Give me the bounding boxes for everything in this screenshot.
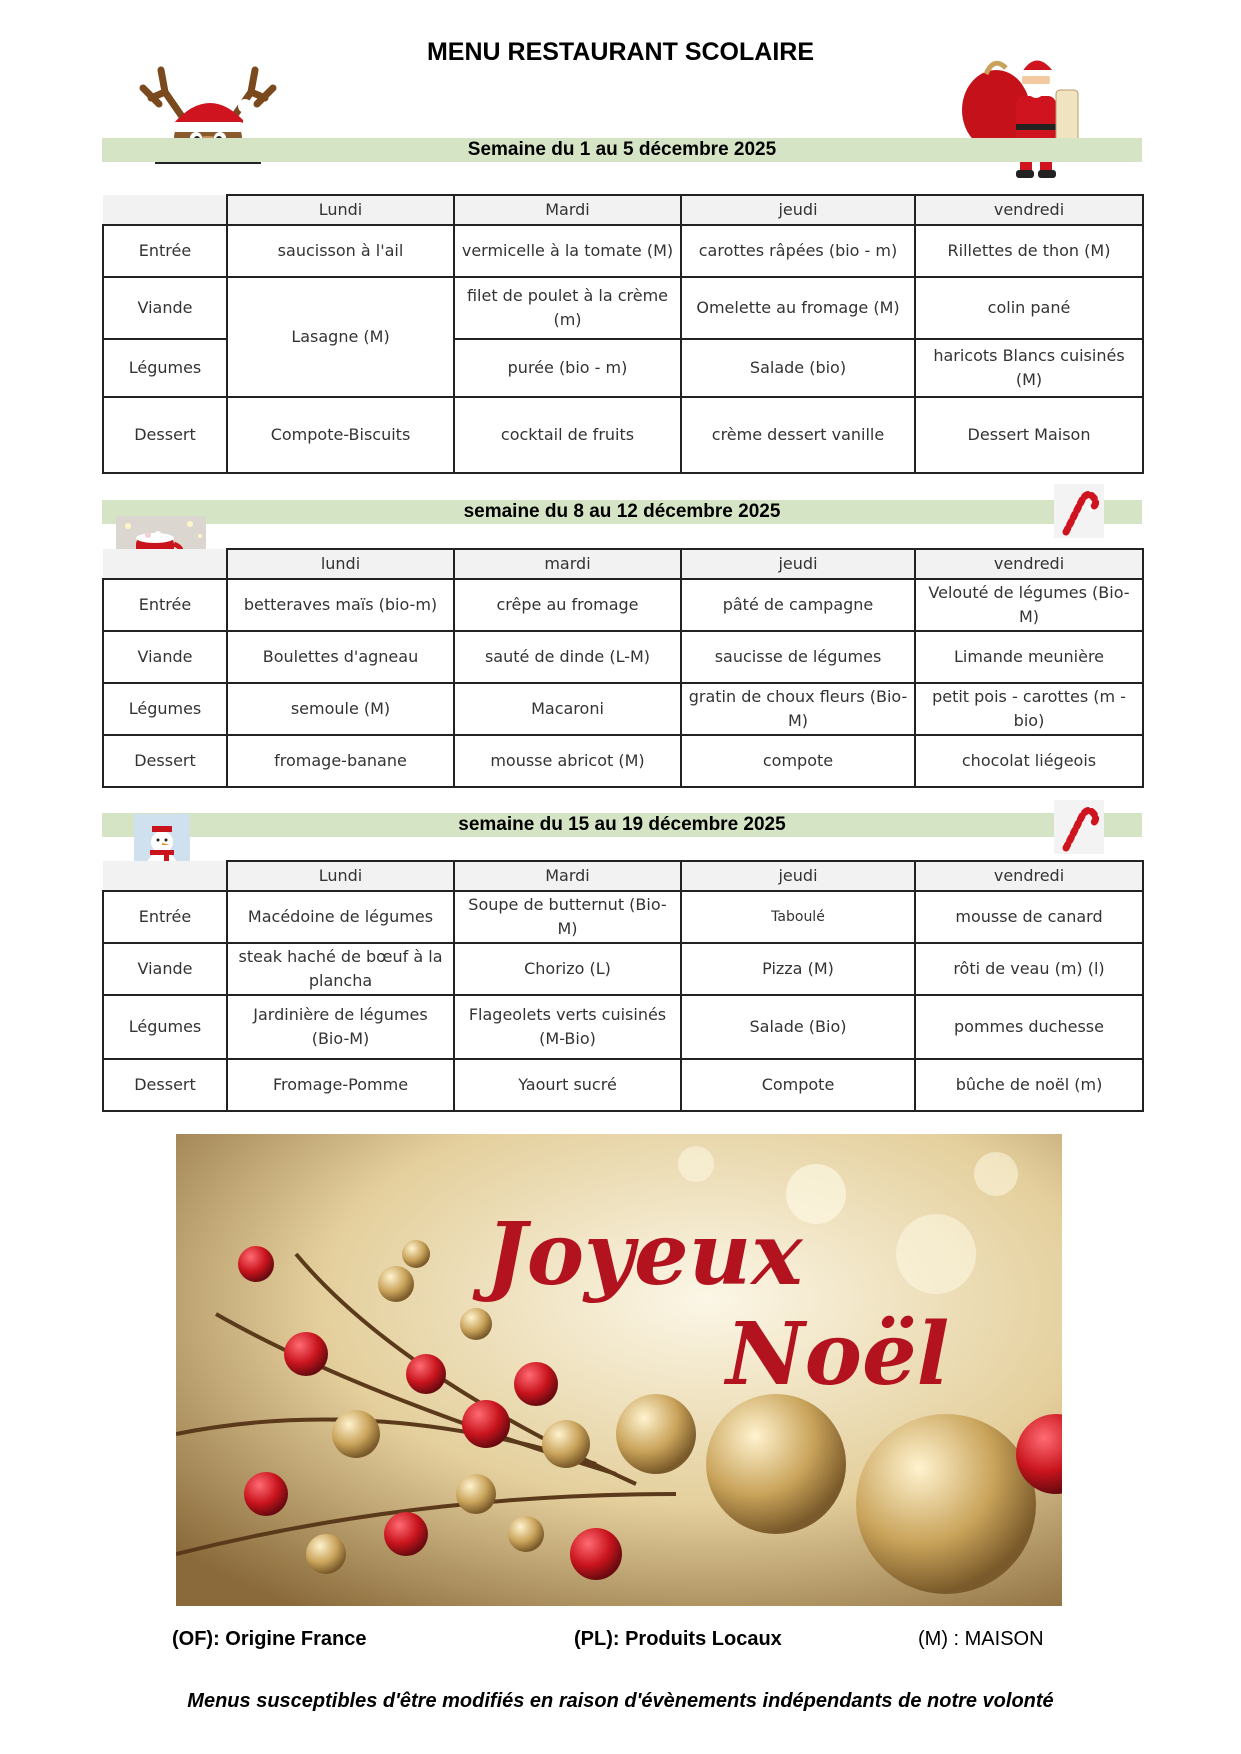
table-row bbox=[103, 631, 1143, 683]
menu-cell: Pizza (M) bbox=[681, 943, 915, 995]
week-1-header bbox=[102, 138, 1142, 162]
table-header-row bbox=[103, 861, 1143, 891]
menu-cell: crème dessert vanille bbox=[681, 397, 915, 473]
day-header: Lundi bbox=[227, 861, 454, 891]
table-row bbox=[103, 943, 1143, 995]
menu-cell: semoule (M) bbox=[227, 683, 454, 735]
table-row bbox=[103, 397, 1143, 473]
legend-produits-locaux: (PL): Produits Locaux bbox=[574, 1628, 782, 1650]
table-header-row bbox=[103, 195, 1143, 225]
day-header: jeudi bbox=[681, 549, 915, 579]
menu-cell: purée (bio - m) bbox=[454, 339, 681, 397]
menu-cell: Velouté de légumes (Bio-M) bbox=[915, 579, 1143, 631]
menu-cell: Macaroni bbox=[454, 683, 681, 735]
menu-cell: pâté de campagne bbox=[681, 579, 915, 631]
row-label-legumes: Légumes bbox=[103, 995, 227, 1059]
day-header: Lundi bbox=[227, 195, 454, 225]
table-row bbox=[103, 225, 1143, 277]
menu-cell: Omelette au fromage (M) bbox=[681, 277, 915, 339]
row-label-legumes: Légumes bbox=[103, 339, 227, 397]
legend-maison: (M) : MAISON bbox=[918, 1628, 1044, 1650]
banner-text-noel: Noël bbox=[726, 1304, 950, 1405]
header-corner bbox=[103, 549, 227, 579]
menu-cell: Dessert Maison bbox=[915, 397, 1143, 473]
menu-cell: Salade (bio) bbox=[681, 339, 915, 397]
menu-cell: petit pois - carottes (m - bio) bbox=[915, 683, 1143, 735]
header-corner bbox=[103, 861, 227, 891]
menu-cell: vermicelle à la tomate (M) bbox=[454, 225, 681, 277]
footer-note: Menus susceptibles d'être modifiés en raison d'évènements indépendants de notre volonté bbox=[187, 1690, 1054, 1712]
week-3-label: semaine du 15 au 19 décembre 2025 bbox=[458, 814, 786, 835]
week-3-header bbox=[102, 813, 1142, 837]
row-label-dessert: Dessert bbox=[103, 397, 227, 473]
christmas-banner-image bbox=[176, 1134, 1062, 1606]
week-1-label: Semaine du 1 au 5 décembre 2025 bbox=[467, 139, 777, 160]
table-row bbox=[103, 277, 1143, 339]
menu-cell: Soupe de butternut (Bio-M) bbox=[454, 891, 681, 943]
week-1-table bbox=[102, 194, 1144, 474]
menu-cell: Limande meunière bbox=[915, 631, 1143, 683]
day-header: jeudi bbox=[681, 195, 915, 225]
day-header: lundi bbox=[227, 549, 454, 579]
day-header: vendredi bbox=[915, 549, 1143, 579]
menu-cell: Salade (Bio) bbox=[681, 995, 915, 1059]
table-row bbox=[103, 1059, 1143, 1111]
day-header: vendredi bbox=[915, 861, 1143, 891]
table-row bbox=[103, 683, 1143, 735]
menu-cell: compote bbox=[681, 735, 915, 787]
menu-cell: pommes duchesse bbox=[915, 995, 1143, 1059]
table-row bbox=[103, 579, 1143, 631]
table-row bbox=[103, 995, 1143, 1059]
table-header-row bbox=[103, 549, 1143, 579]
menu-cell: chocolat liégeois bbox=[915, 735, 1143, 787]
menu-cell: rôti de veau (m) (l) bbox=[915, 943, 1143, 995]
banner-text-joyeux: Joyeux bbox=[486, 1204, 803, 1305]
menu-cell: betteraves maïs (bio-m) bbox=[227, 579, 454, 631]
row-label-dessert: Dessert bbox=[103, 735, 227, 787]
page-title: MENU RESTAURANT SCOLAIRE bbox=[426, 38, 815, 66]
menu-cell: saucisse de légumes bbox=[681, 631, 915, 683]
row-label-dessert: Dessert bbox=[103, 1059, 227, 1111]
legend-origine-france: (OF): Origine France bbox=[172, 1628, 367, 1650]
menu-cell: Compote-Biscuits bbox=[227, 397, 454, 473]
menu-cell: crêpe au fromage bbox=[454, 579, 681, 631]
candy-cane-icon bbox=[1054, 800, 1104, 854]
day-header: Mardi bbox=[454, 195, 681, 225]
menu-cell: Macédoine de légumes bbox=[227, 891, 454, 943]
menu-cell: Fromage-Pomme bbox=[227, 1059, 454, 1111]
menu-cell: mousse de canard bbox=[915, 891, 1143, 943]
menu-cell: Compote bbox=[681, 1059, 915, 1111]
week-2-label: semaine du 8 au 12 décembre 2025 bbox=[463, 501, 781, 522]
menu-cell: Taboulé bbox=[681, 891, 915, 943]
menu-cell: bûche de noël (m) bbox=[915, 1059, 1143, 1111]
menu-cell: colin pané bbox=[915, 277, 1143, 339]
menu-cell: saucisson à l'ail bbox=[227, 225, 454, 277]
menu-cell: Boulettes d'agneau bbox=[227, 631, 454, 683]
row-label-entree: Entrée bbox=[103, 891, 227, 943]
menu-cell: cocktail de fruits bbox=[454, 397, 681, 473]
week-2-table bbox=[102, 548, 1144, 788]
row-label-entree: Entrée bbox=[103, 225, 227, 277]
table-row bbox=[103, 891, 1143, 943]
row-label-legumes: Légumes bbox=[103, 683, 227, 735]
row-label-viande: Viande bbox=[103, 943, 227, 995]
row-label-viande: Viande bbox=[103, 631, 227, 683]
menu-cell: mousse abricot (M) bbox=[454, 735, 681, 787]
menu-cell: sauté de dinde (L-M) bbox=[454, 631, 681, 683]
header-corner bbox=[103, 195, 227, 225]
day-header: jeudi bbox=[681, 861, 915, 891]
menu-cell: gratin de choux fleurs (Bio-M) bbox=[681, 683, 915, 735]
menu-cell: Rillettes de thon (M) bbox=[915, 225, 1143, 277]
menu-cell: filet de poulet à la crème (m) bbox=[454, 277, 681, 339]
menu-cell: Lasagne (M) bbox=[227, 277, 454, 397]
row-label-viande: Viande bbox=[103, 277, 227, 339]
menu-cell: carottes râpées (bio - m) bbox=[681, 225, 915, 277]
menu-cell: fromage-banane bbox=[227, 735, 454, 787]
menu-cell: Jardinière de légumes (Bio-M) bbox=[227, 995, 454, 1059]
week-2-header bbox=[102, 500, 1142, 524]
menu-cell: Chorizo (L) bbox=[454, 943, 681, 995]
menu-cell: haricots Blancs cuisinés (M) bbox=[915, 339, 1143, 397]
menu-cell: Flageolets verts cuisinés (M-Bio) bbox=[454, 995, 681, 1059]
day-header: Mardi bbox=[454, 861, 681, 891]
day-header: mardi bbox=[454, 549, 681, 579]
menu-cell: steak haché de bœuf à la plancha bbox=[227, 943, 454, 995]
menu-cell: Yaourt sucré bbox=[454, 1059, 681, 1111]
row-label-entree: Entrée bbox=[103, 579, 227, 631]
candy-cane-icon bbox=[1054, 484, 1104, 538]
table-row bbox=[103, 735, 1143, 787]
week-3-table bbox=[102, 860, 1144, 1112]
day-header: vendredi bbox=[915, 195, 1143, 225]
